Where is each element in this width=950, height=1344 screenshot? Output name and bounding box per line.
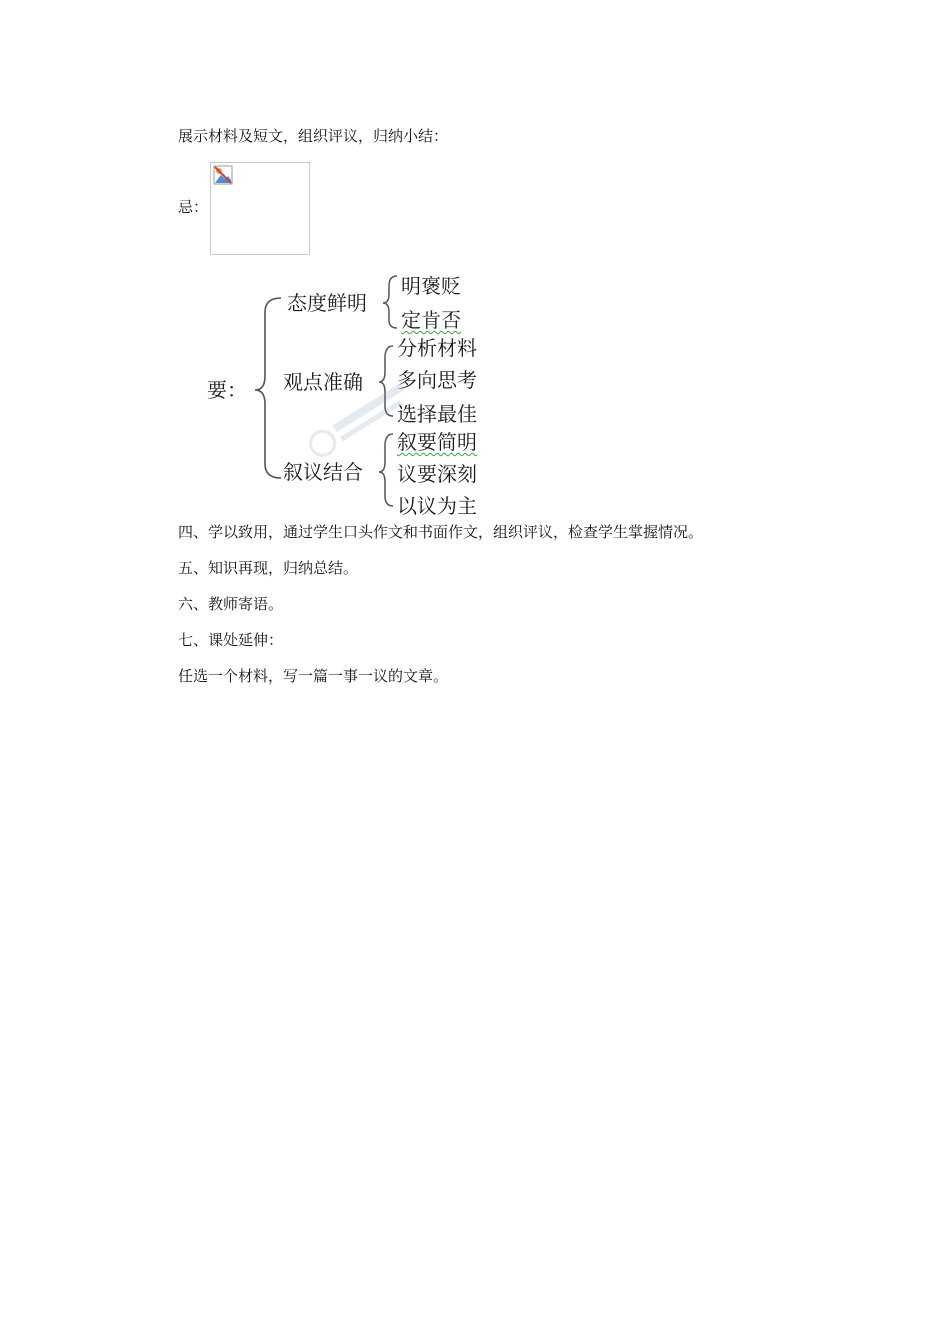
broken-image-icon [213, 165, 233, 185]
brace-2 [379, 346, 393, 416]
step-5-paragraph: 五、知识再现，归纳总结。 [178, 559, 359, 577]
branch-1-item-2: 定肯否 [401, 308, 461, 332]
branch-label-3: 叙议结合 [283, 460, 363, 484]
brace-1 [383, 276, 397, 328]
branch-2-item-2: 多向思考 [397, 368, 477, 392]
brace-3 [379, 434, 393, 506]
step-6-paragraph: 六、教师寄语。 [178, 595, 284, 613]
branch-3-item-3: 以议为主 [397, 494, 477, 518]
branch-3-item-2: 议要深刻 [397, 462, 477, 486]
requirements-diagram [195, 268, 505, 520]
diagram-root: 要： [207, 378, 247, 402]
branch-label-2: 观点准确 [283, 370, 363, 394]
step-4-paragraph: 四、学以致用，通过学生口头作文和书面作文，组织评议，检查学生掌握情况。 [178, 523, 704, 541]
step-7-paragraph: 七、课处延伸： [178, 631, 284, 649]
main-brace [255, 298, 281, 478]
branch-label-1: 态度鲜明 [287, 291, 367, 315]
branch-3-item-1: 叙要简明 [397, 430, 477, 454]
intro-paragraph: 展示材料及短文，组织评议，归纳小结： [178, 127, 449, 145]
branch-1-item-1: 明褒贬 [401, 274, 461, 298]
missing-image [210, 162, 310, 255]
summary-label: 忌： [178, 198, 209, 216]
task-paragraph: 任选一个材料，写一篇一事一议的文章。 [178, 667, 449, 685]
branch-2-item-1: 分析材料 [397, 336, 477, 360]
branch-2-item-3: 选择最佳 [397, 402, 477, 426]
